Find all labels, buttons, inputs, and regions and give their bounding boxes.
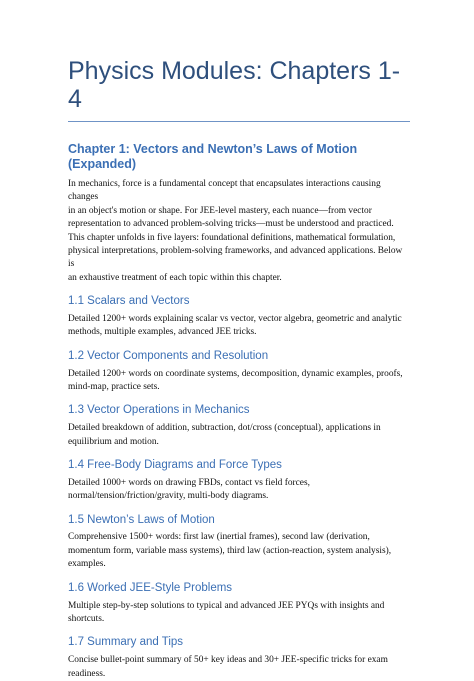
text-line: physical interpretations, problem-solving frameworks, and advanced applications. Below is [68,246,403,270]
text-line: equilibrium and motion. [68,436,159,447]
section-heading-1-5: 1.5 Newton’s Laws of Motion [68,513,215,526]
section-body-1-4 [68,477,410,504]
section-heading-1-6: 1.6 Worked JEE-Style Problems [68,581,233,594]
text-line: Detailed breakdown of addition, subtraction, dot/cross (conceptual), applications in [68,423,381,434]
section-heading-1-7: 1.7 Summary and Tips [68,636,184,649]
chapter-intro [68,178,410,285]
text-line: This chapter unfolds in five layers: foundational definitions, mathematical formulation, [68,232,396,243]
text-line: an exhaustive treatment of each topic within this chapter. [68,272,282,283]
document-title: Physics Modules: Chapters 1-4 [68,58,410,122]
text-line: In mechanics, force is a fundamental concept that encapsulates interactions causing changes [68,179,381,203]
text-line: shortcuts. [68,613,105,624]
section-body-1-6 [68,600,410,627]
text-line: Detailed 1000+ words on drawing FBDs, contact vs field forces, [68,477,310,488]
chapter-heading: Chapter 1: Vectors and Newton’s Laws of Motion (Expanded) [68,142,358,171]
text-line: readiness. [68,668,106,679]
text-line: methods, multiple examples, advanced JEE tricks. [68,327,257,338]
section-body-1-3 [68,422,410,449]
section-heading-1-2: 1.2 Vector Components and Resolution [68,349,269,362]
text-line: normal/tension/friction/gravity, multi-body diagrams. [68,491,269,502]
text-line: Detailed 1200+ words on coordinate systems, decomposition, dynamic examples, proofs, [68,368,403,379]
section-heading-1-4: 1.4 Free-Body Diagrams and Force Types [68,459,282,472]
section-heading-1-1: 1.1 Scalars and Vectors [68,295,190,308]
section-heading-1-3: 1.3 Vector Operations in Mechanics [68,404,250,417]
text-line: Detailed 1200+ words explaining scalar vs vector, vector algebra, geometric and analytic [68,314,402,325]
text-line: Comprehensive 1500+ words: first law (inertial frames), second law (derivation, [68,532,370,543]
text-line: examples. [68,559,106,570]
section-body-1-7 [68,654,410,681]
text-line: representation to advanced problem-solving tricks—must be understood and practiced. [68,219,394,230]
text-line: in an object's motion or shape. For JEE-level mastery, each nuance—from vector [68,205,372,216]
text-line: Concise bullet-point summary of 50+ key ideas and 30+ JEE-specific tricks for exam [68,655,388,666]
text-line: Multiple step-by-step solutions to typical and advanced JEE PYQs with insights and [68,600,385,611]
text-line: momentum form, variable mass systems), third law (action-reaction, system analysis), [68,545,392,556]
section-body-1-2 [68,368,410,395]
section-body-1-1 [68,313,410,340]
section-body-1-5 [68,531,410,571]
text-line: mind-map, practice sets. [68,382,160,393]
